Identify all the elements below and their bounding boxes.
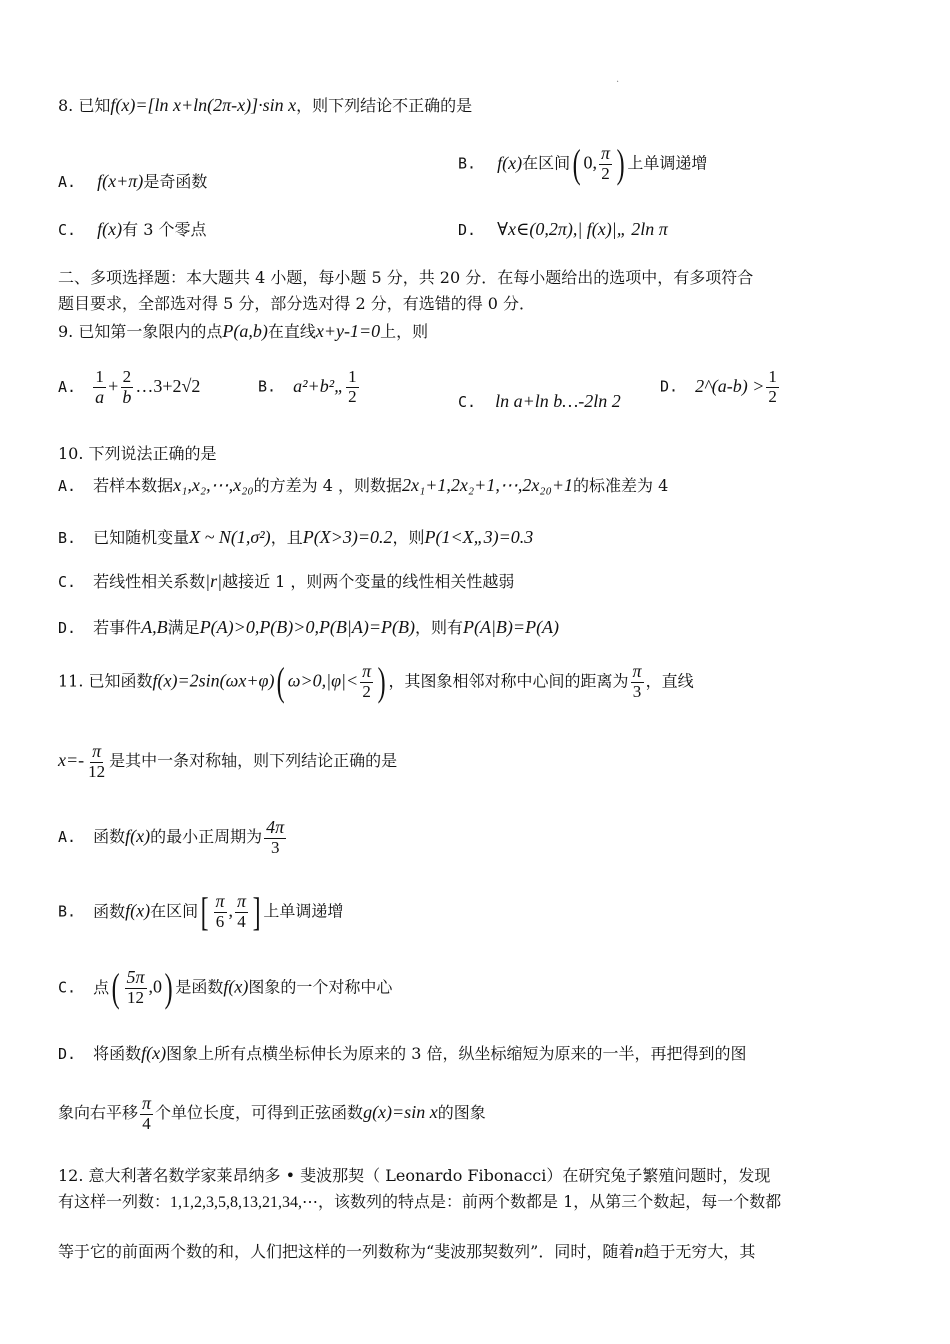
- q11-number: 11. 已知函数: [58, 671, 153, 691]
- q11-b-fraction1: [214, 892, 227, 931]
- fraction-numerator: 2: [122, 367, 132, 386]
- q11-axis-expr: x=-: [58, 750, 85, 771]
- q8-b-fraction: [599, 144, 612, 183]
- fraction-denominator: 2: [768, 386, 777, 406]
- option-label: A.: [58, 828, 77, 847]
- option-label: B.: [258, 377, 277, 396]
- fraction-numerator: π: [237, 891, 247, 912]
- section-heading-cont: 题目要求，全部选对得 5 分，部分选对得 2 分，有选错的得 0 分．: [58, 294, 536, 313]
- q8-option-d: [458, 218, 668, 241]
- option-label: B.: [458, 154, 477, 173]
- q10-a-text3: 的标准差为 4: [572, 476, 669, 495]
- q11-option-d-cont: [58, 1094, 486, 1133]
- q10-b-text3: ，则: [392, 528, 425, 547]
- option-label: D.: [660, 377, 679, 396]
- q9-stem-mid: 在直线: [267, 322, 316, 341]
- right-paren: ): [616, 141, 625, 186]
- fraction-numerator: π: [600, 143, 611, 164]
- q10-c-text1: 若线性相关系数: [93, 572, 206, 591]
- option-label: C.: [58, 978, 77, 997]
- stray-dot: .: [616, 74, 620, 85]
- comma: ,: [228, 900, 234, 921]
- q11-dist-fraction: [631, 662, 644, 701]
- q11-stem: [58, 659, 694, 704]
- option-label: C.: [458, 393, 477, 411]
- q10-d-formula3: P(A|B)=P(A): [463, 617, 560, 637]
- q8-option-c: [58, 218, 207, 241]
- q10-c-formula: |r|: [205, 571, 223, 591]
- q11-option-b: [58, 889, 344, 934]
- q8-option-a: [58, 170, 207, 193]
- left-paren: (: [111, 965, 120, 1010]
- q12-line2-text1: 有这样一列数：: [58, 1192, 171, 1211]
- q11-d-formula: f(x): [141, 1043, 167, 1063]
- q10-option-d: [58, 616, 559, 639]
- q10-b-formula2: P(X>3)=0.2: [302, 527, 393, 547]
- q10-d-text1: 若事件: [93, 618, 142, 637]
- q10-d-formula1: A,B: [141, 617, 168, 637]
- q8-c-text: 有 3 个零点: [122, 220, 207, 239]
- q10-stem: 10. 下列说法正确的是: [58, 444, 217, 463]
- q11-option-d: [58, 1042, 747, 1065]
- q11-function: f(x)=2sin(ωx+φ): [152, 670, 275, 691]
- q11-d2-text3: 的图象: [437, 1103, 486, 1123]
- q10-option-a: [58, 474, 668, 497]
- q8-c-formula: f(x): [97, 219, 123, 239]
- q9-a-rest: …3+2√2: [135, 376, 201, 397]
- q12-n: n: [634, 1241, 644, 1261]
- left-bracket: [: [200, 889, 209, 934]
- q9-c-expr: ln a+ln b…-2ln 2: [495, 391, 621, 411]
- q11-d-text2: 图象上所有点横坐标伸长为原来的 3 倍，纵坐标缩短为原来的一半，再把得到的图: [166, 1044, 747, 1063]
- q11-stem-post: ，直线: [645, 671, 694, 691]
- q11-option-a: [58, 818, 288, 857]
- q11-d2-formula: g(x)=sin x: [363, 1102, 438, 1123]
- q12-line2: [58, 1192, 781, 1214]
- q9-number: 9. 已知第一象限内的点: [58, 322, 223, 341]
- fraction-denominator: b: [122, 386, 132, 407]
- fraction-denominator: 12: [88, 761, 106, 781]
- fraction-numerator: 5π: [126, 967, 145, 988]
- option-label: B.: [58, 529, 77, 547]
- fraction-numerator: π: [142, 1093, 152, 1113]
- q8-formula: f(x)=[ln x+ln(2π-x)]·sin x: [110, 95, 297, 115]
- q9-a-fraction1: [93, 368, 106, 407]
- q12-line1: 12. 意大利著名数学家莱昂纳多 • 斐波那契（ Leonardo Fibonacci）在研究兔子繁殖问题时，发现: [58, 1166, 771, 1185]
- q9-b-fraction: [346, 368, 359, 406]
- q10-option-c: [58, 570, 514, 593]
- q10-a-text1: 若样本数据: [93, 476, 174, 495]
- fraction-denominator: 2: [601, 164, 610, 184]
- option-label: C.: [58, 221, 77, 239]
- q11-d2-text2: 个单位长度，可得到正弦函数: [155, 1103, 364, 1123]
- fraction-denominator: 2: [362, 682, 371, 702]
- q11-a-formula: f(x): [125, 826, 151, 847]
- q9-option-a: [58, 368, 200, 407]
- q11-b-formula: f(x): [125, 900, 151, 921]
- fraction-numerator: π: [362, 661, 372, 682]
- q11-stem-line2-text: 是其中一条对称轴，则下列结论正确的是: [109, 751, 398, 771]
- q8-b-text2: 上单调递增: [627, 153, 708, 173]
- fraction-denominator: 2: [348, 386, 357, 406]
- fraction-numerator: π: [215, 891, 225, 912]
- right-bracket: ]: [252, 889, 261, 934]
- q9-option-b: [258, 368, 361, 406]
- q11-c-rest: ,0: [148, 976, 163, 997]
- q11-axis-fraction: [86, 742, 107, 781]
- q8-a-text: 是奇函数: [143, 172, 208, 191]
- q10-d-text3: ，则有: [414, 618, 463, 637]
- q11-stem-mid: ，其图象相邻对称中心间的距离为: [388, 671, 629, 691]
- right-paren: ): [377, 659, 386, 704]
- q10-option-b: [58, 526, 533, 549]
- q9-option-c: [458, 390, 621, 413]
- q12-line3-text2: 趋于无穷大，其: [643, 1242, 756, 1261]
- q9-line: x+y-1=0: [315, 321, 381, 341]
- q11-a-fraction: [264, 818, 286, 857]
- option-label: A.: [58, 477, 77, 495]
- q8-a-formula: f(x+π): [97, 171, 144, 191]
- fraction-numerator: 1: [348, 367, 357, 386]
- fraction-denominator: 6: [215, 912, 225, 932]
- fraction-numerator: π: [632, 661, 642, 682]
- left-paren: (: [572, 141, 581, 186]
- q11-c-text3: 图象的一个对称中心: [248, 977, 393, 997]
- q8-b-text1: 在区间: [522, 153, 571, 173]
- q11-d-text1: 将函数: [93, 1044, 142, 1063]
- fraction-denominator: a: [95, 386, 105, 407]
- fraction-numerator: 4π: [266, 817, 285, 837]
- fraction-numerator: 1: [95, 367, 104, 386]
- q11-b-fraction2: [235, 892, 248, 931]
- q10-b-text2: ，且: [270, 528, 303, 547]
- q9-point: P(a,b): [222, 321, 268, 341]
- q12-line3: [58, 1240, 755, 1263]
- q12-line3-text1: 等于它的前面两个数的和，人们把这样的一列数称为“斐波那契数列”．同时，随着: [58, 1242, 635, 1261]
- q8-b-interval: 0,: [583, 152, 597, 173]
- fraction-numerator: 1: [768, 367, 777, 386]
- section-heading: 二、多项选择题：本大题共 4 小题，每小题 5 分，共 20 分．在每小题给出的选项中，有多项符合: [58, 268, 754, 287]
- q12-line2-text2: ，该数列的特点是：前两个数都是 1，从第三个数起，每一个数都: [318, 1192, 782, 1211]
- q11-d2-text1: 象向右平移: [58, 1103, 139, 1123]
- option-label: A.: [58, 173, 77, 191]
- q9-stem-post: 上，则: [380, 322, 429, 341]
- q11-condition: ω>0,|φ|<: [287, 670, 359, 691]
- q12-sequence: 1,1,2,3,5,8,13,21,34,⋯: [170, 1194, 319, 1211]
- q11-b-text1: 函数: [93, 901, 126, 921]
- option-label: B.: [58, 902, 77, 921]
- option-label: C.: [58, 573, 77, 591]
- q9-b-expr: a²+b²„: [293, 375, 345, 396]
- q10-a-formula2: 2x₁+1,2x₂+1,⋯,2x₂₀+1: [402, 475, 573, 495]
- right-paren: ): [164, 965, 173, 1010]
- q11-c-text2: 是函数: [175, 977, 224, 997]
- q8-b-formula: f(x): [497, 152, 523, 173]
- q8-number: 8. 已知: [58, 96, 111, 115]
- q10-b-text1: 已知随机变量: [93, 528, 190, 547]
- q11-a-text2: 的最小正周期为: [150, 827, 263, 847]
- q11-cond-fraction: [360, 662, 373, 701]
- fraction-denominator: 12: [127, 988, 145, 1008]
- fraction-denominator: 4: [142, 1113, 151, 1133]
- option-label: D.: [58, 619, 77, 637]
- q11-b-text3: 上单调递增: [263, 901, 344, 921]
- option-label: D.: [458, 221, 477, 239]
- q10-d-formula2: P(A)>0,P(B)>0,P(B|A)=P(B): [199, 617, 415, 637]
- q10-c-text2: 越接近 1 ，则两个变量的线性相关性越弱: [222, 572, 515, 591]
- q11-d2-fraction: [140, 1094, 153, 1133]
- q8-stem: [58, 94, 472, 117]
- q11-stem-line2: [58, 742, 397, 781]
- q11-option-c: [58, 965, 393, 1010]
- q10-d-text2: 满足: [167, 618, 200, 637]
- q8-option-b: [458, 141, 708, 186]
- q10-b-formula1: X ~ N(1,σ²): [189, 527, 271, 547]
- q11-b-text2: 在区间: [150, 901, 199, 921]
- plus-sign: +: [108, 376, 119, 397]
- q9-d-fraction: [766, 368, 779, 406]
- option-label: D.: [58, 1045, 77, 1063]
- q10-b-formula3: P(1<X„3)=0.3: [424, 527, 534, 547]
- q11-a-text1: 函数: [93, 827, 126, 847]
- q11-c-fraction: [125, 968, 147, 1007]
- fraction-denominator: 3: [632, 682, 642, 702]
- q8-d-formula: ∀x∈(0,2π),| f(x)|„ 2ln π: [497, 219, 668, 239]
- q9-option-d: [660, 368, 781, 406]
- q9-d-expr: 2^(a-b) >: [695, 375, 765, 396]
- fraction-denominator: 3: [270, 837, 280, 857]
- q10-a-formula1: x₁,x₂,⋯,x₂₀: [173, 475, 254, 495]
- fraction-denominator: 4: [237, 912, 246, 932]
- q11-c-formula: f(x): [223, 976, 249, 997]
- left-paren: (: [277, 659, 286, 704]
- q8-stem-text: ，则下列结论不正确的是: [296, 96, 473, 115]
- q11-c-text1: 点: [93, 977, 110, 997]
- q9-stem: [58, 320, 428, 343]
- option-label: A.: [58, 378, 77, 397]
- fraction-numerator: π: [92, 741, 102, 761]
- q10-a-text2: 的方差为 4 ，则数据: [253, 476, 403, 495]
- q9-a-fraction2: [120, 368, 133, 407]
